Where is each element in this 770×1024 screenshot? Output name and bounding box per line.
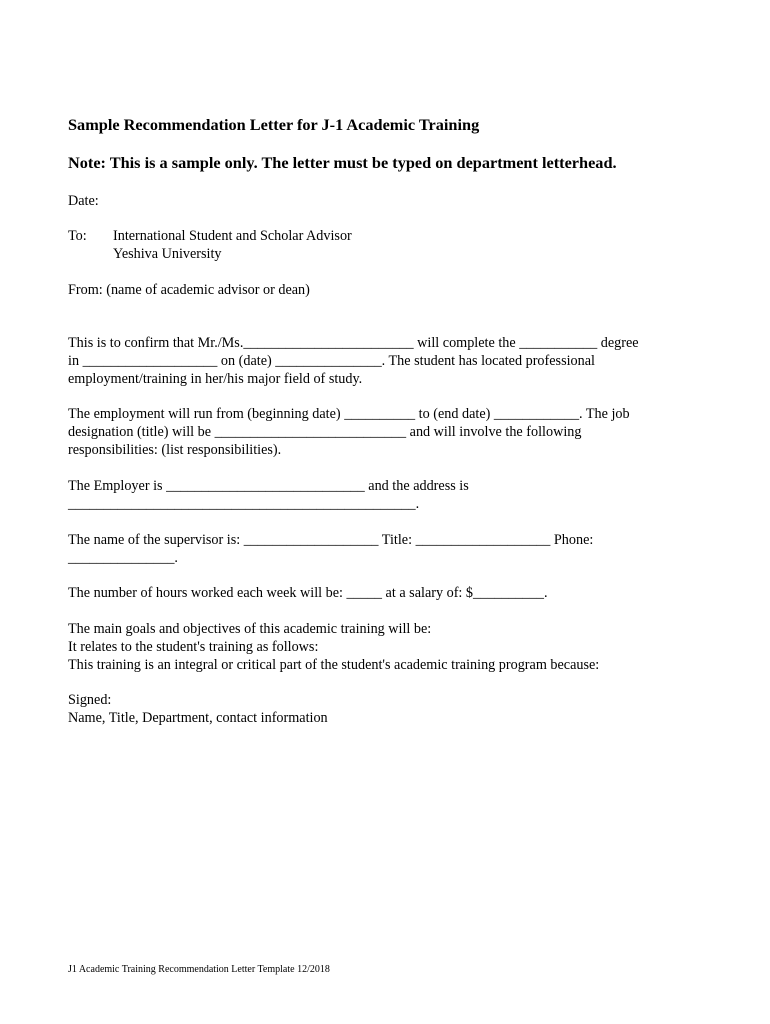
integral-line: This training is an integral or critical part of the student's academic training program because:: [68, 657, 600, 673]
page-footer: J1 Academic Training Recommendation Letter Template 12/2018: [68, 964, 330, 975]
signed-label: Signed:: [68, 692, 112, 708]
date-label: Date:: [68, 193, 99, 209]
employer-paragraph-line1: The Employer is ____________________________ and the address is: [68, 478, 469, 494]
hours-salary-line: The number of hours worked each week will be: _____ at a salary of: $__________.: [68, 585, 548, 601]
to-recipient-line2: Yeshiva University: [113, 246, 222, 262]
confirm-paragraph-line1: This is to confirm that Mr./Ms.________________________ will complete the ___________ degree: [68, 335, 639, 351]
employer-paragraph-line2: _________________________________________________.: [68, 496, 420, 512]
to-recipient-line1: International Student and Scholar Advisor: [113, 228, 352, 244]
relates-line: It relates to the student's training as follows:: [68, 639, 319, 655]
from-line: From: (name of academic advisor or dean): [68, 282, 310, 298]
to-label: To:: [68, 228, 87, 244]
employment-paragraph-line2: designation (title) will be ___________________________ and will involve the following: [68, 424, 582, 440]
supervisor-paragraph-line1: The name of the supervisor is: ___________________ Title: ___________________ Phone:: [68, 532, 594, 548]
confirm-paragraph-line2: in ___________________ on (date) _______________. The student has located professional: [68, 353, 595, 369]
employment-paragraph-line3: responsibilities: (list responsibilities).: [68, 442, 282, 458]
confirm-paragraph-line3: employment/training in her/his major field of study.: [68, 371, 363, 387]
signature-details: Name, Title, Department, contact information: [68, 710, 328, 726]
employment-paragraph-line1: The employment will run from (beginning date) __________ to (end date) ____________. The job: [68, 406, 630, 422]
supervisor-paragraph-line2: _______________.: [68, 550, 178, 566]
document-title: Sample Recommendation Letter for J-1 Academic Training: [68, 115, 480, 134]
goals-line: The main goals and objectives of this academic training will be:: [68, 621, 432, 637]
document-note: Note: This is a sample only. The letter must be typed on department letterhead.: [68, 153, 617, 172]
